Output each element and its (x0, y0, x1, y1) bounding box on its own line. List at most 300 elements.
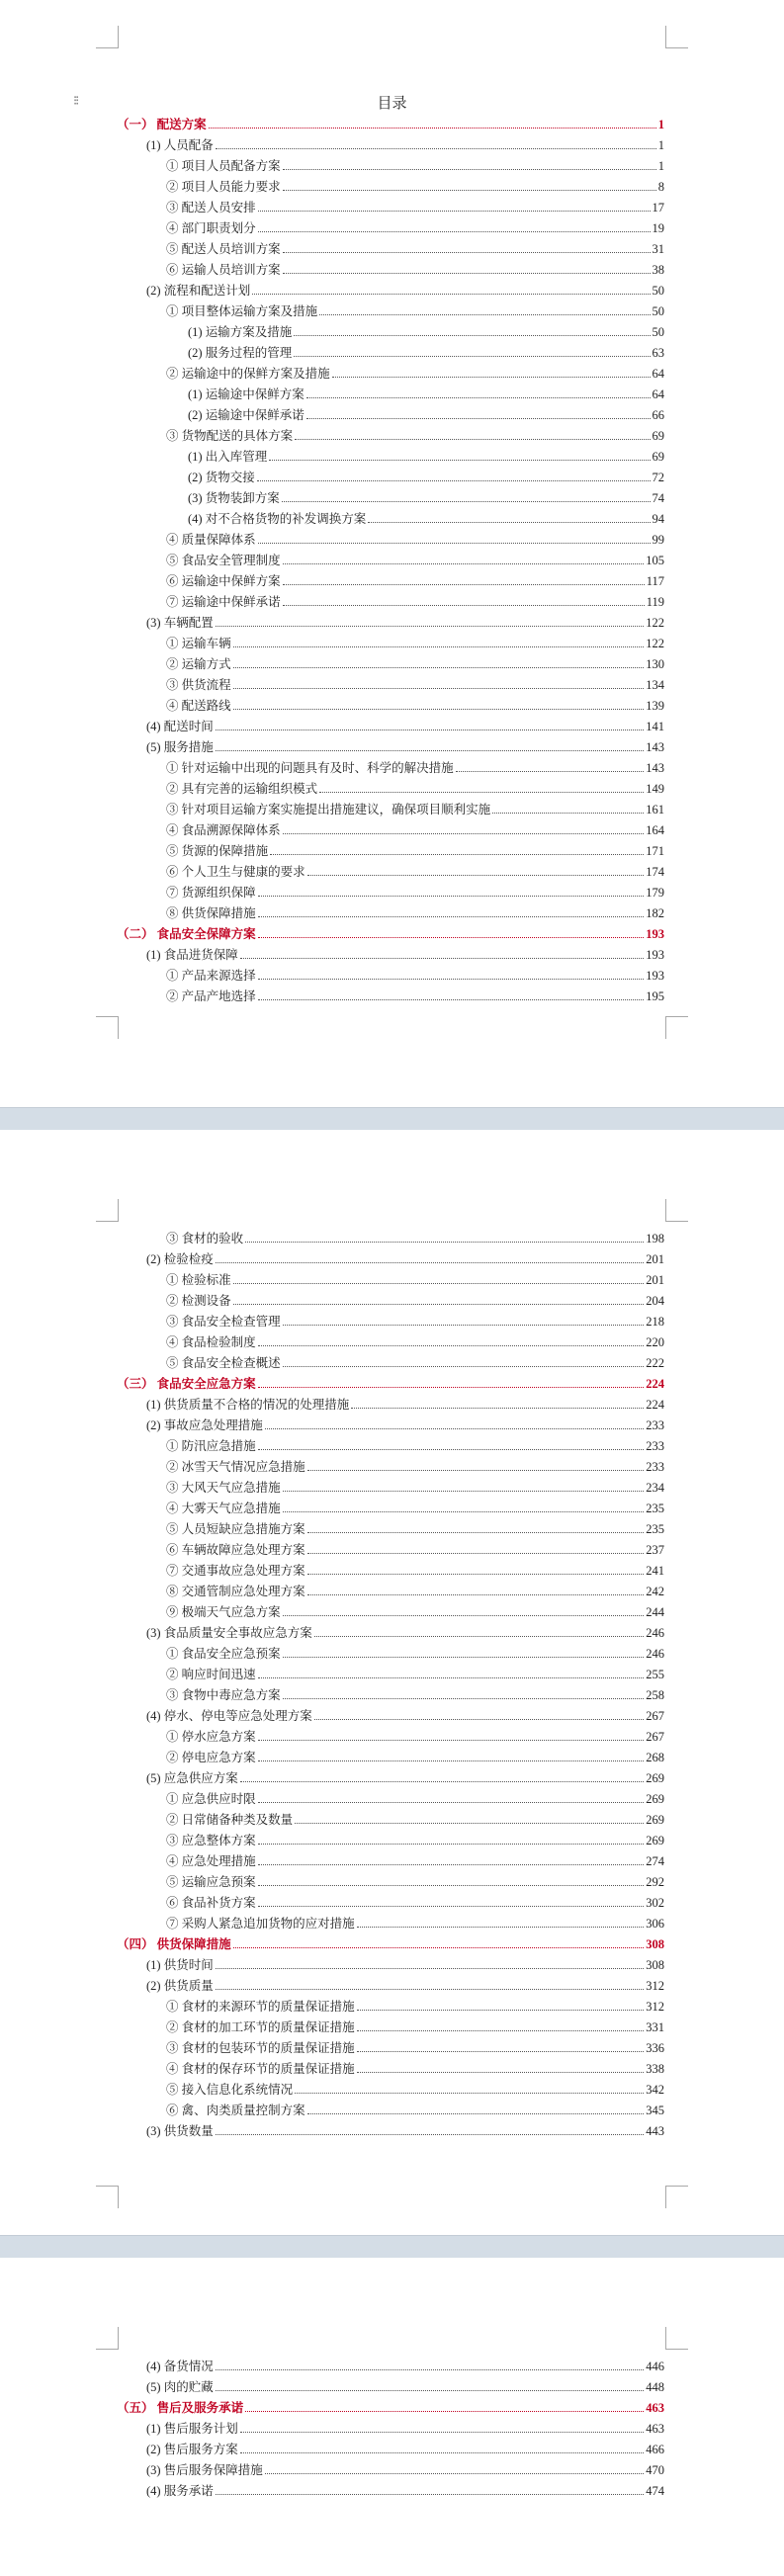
toc-dot-leader (319, 314, 650, 315)
toc-entry[interactable] (166, 1496, 664, 1516)
toc-page-number: 218 (646, 1315, 664, 1329)
toc-entry[interactable] (146, 1392, 664, 1413)
toc-page-number: 119 (646, 595, 664, 609)
toc-entry-text: ④ 大雾天气应急措施 (166, 1502, 281, 1515)
toc-entry[interactable] (166, 299, 664, 319)
toc-page-number: 233 (646, 1418, 664, 1432)
toc-dot-leader (216, 1968, 645, 1969)
toc-dot-leader (233, 709, 645, 710)
toc-entry-text: (2) 供货质量 (146, 1979, 214, 1993)
toc-entry[interactable] (188, 382, 664, 402)
toc-dot-leader (295, 2093, 644, 2094)
toc-entry[interactable] (166, 1454, 664, 1475)
toc-page-number: 338 (646, 2062, 664, 2076)
toc-entry[interactable] (146, 2437, 664, 2457)
toc-page-number: 1 (657, 138, 664, 152)
toc-dot-leader (257, 480, 651, 481)
toc-entry[interactable] (146, 714, 664, 734)
toc-entry[interactable] (166, 2035, 664, 2056)
toc-dot-leader (283, 190, 656, 191)
toc-entry[interactable] (146, 1620, 664, 1641)
toc-entry-text: (2) 服务过程的管理 (188, 346, 293, 360)
toc-dot-leader (307, 875, 645, 876)
toc-dot-leader (240, 1781, 645, 1782)
toc-entry[interactable] (188, 465, 664, 485)
toc-dot-leader (357, 2072, 645, 2073)
toc-entry-text: (2) 检验检疫 (146, 1252, 214, 1266)
toc-entry-text: ① 针对运输中出现的问题具有及时、科学的解决措施 (166, 761, 454, 775)
toc-dot-leader (319, 792, 644, 793)
toc-page-number: 130 (646, 657, 664, 671)
toc-entry[interactable] (146, 1765, 664, 1786)
toc-page-number: 244 (646, 1605, 664, 1619)
toc-entry[interactable] (166, 589, 664, 610)
toc-dot-leader (283, 563, 645, 564)
toc-entry[interactable] (146, 2354, 664, 2374)
toc-entry-text: ③ 食物中毒应急方案 (166, 1688, 281, 1702)
toc-entry[interactable] (166, 236, 664, 257)
toc-page-number: 174 (646, 865, 664, 879)
toc-dot-leader (258, 1802, 645, 1803)
toc-dot-leader (233, 667, 645, 668)
margin-corner-mark (96, 2327, 119, 2350)
toc-page-number: 241 (646, 1564, 664, 1578)
toc-dot-leader (258, 1844, 645, 1845)
toc-page-number: 246 (646, 1626, 664, 1640)
toc-entry[interactable] (188, 319, 664, 340)
toc-entry-text: ⑥ 禽、肉类质量控制方案 (166, 2104, 305, 2117)
page-separator (0, 2235, 784, 2259)
toc-entry-text: ⑥ 运输人员培训方案 (166, 263, 281, 277)
toc-dot-leader (265, 2473, 645, 2474)
toc-dot-leader (283, 833, 645, 834)
margin-corner-mark (96, 1199, 119, 1222)
toc-dot-leader (357, 1927, 645, 1928)
toc-dot-leader (307, 1470, 645, 1471)
toc-entry[interactable] (146, 1703, 664, 1724)
toc-entry[interactable] (166, 1662, 664, 1682)
toc-entry-text: ⑦ 交通事故应急处理方案 (166, 1564, 305, 1578)
toc-dot-leader (307, 1553, 645, 1554)
toc-entry[interactable] (166, 1433, 664, 1454)
toc-entry[interactable] (188, 444, 664, 465)
toc-entry[interactable] (166, 797, 664, 817)
toc-entry-text: ④ 配送路线 (166, 699, 231, 713)
toc-entry[interactable] (166, 1350, 664, 1371)
toc-entry[interactable] (166, 755, 664, 776)
toc-entry[interactable] (166, 1579, 664, 1599)
toc-entry-text: ② 具有完善的运输组织模式 (166, 782, 318, 796)
toc-page-number: 8 (657, 180, 664, 194)
toc-entry-text: (2) 事故应急处理措施 (146, 1418, 263, 1432)
toc-page-number: 164 (646, 823, 664, 837)
toc-dot-leader (216, 626, 645, 627)
toc-entry[interactable] (166, 1890, 664, 1911)
toc-page-number: 306 (646, 1917, 664, 1931)
toc-entry-text: （五） 售后及服务承诺 (117, 2401, 244, 2415)
margin-corner-mark (96, 2186, 119, 2208)
toc-entry[interactable] (166, 548, 664, 568)
toc-dot-leader (258, 1760, 645, 1761)
toc-page-number: 331 (646, 2020, 664, 2034)
toc-page-number: 198 (646, 1232, 664, 1245)
toc-entry[interactable] (166, 2098, 664, 2118)
toc-page-number: 161 (646, 803, 664, 816)
toc-entry[interactable] (166, 776, 664, 797)
toc-dot-leader (332, 377, 651, 378)
toc-heading-entry[interactable] (117, 112, 664, 132)
toc-entry[interactable] (166, 1682, 664, 1703)
toc-entry[interactable] (166, 1848, 664, 1869)
toc-entry[interactable] (166, 568, 664, 589)
toc-entry-text: ① 检验标准 (166, 1273, 231, 1287)
toc-page-number: 149 (646, 782, 664, 796)
page-separator (0, 1107, 784, 1131)
toc-page-number: 224 (646, 1377, 664, 1391)
toc-dot-leader (258, 211, 651, 212)
toc-entry-text: (1) 运输方案及措施 (188, 325, 293, 339)
toc-entry[interactable] (166, 1537, 664, 1558)
toc-dot-leader (258, 1740, 645, 1741)
toc-page-number: 141 (646, 720, 664, 733)
toc-entry-text: ① 项目人员配备方案 (166, 159, 281, 173)
toc-page-number: 139 (646, 699, 664, 713)
toc-page-number: 443 (646, 2124, 664, 2138)
toc-page-number: 233 (646, 1439, 664, 1453)
toc-entry[interactable] (166, 984, 664, 1004)
toc-entry-text: ⑦ 货源组织保障 (166, 886, 256, 900)
toc-page-number: 268 (646, 1751, 664, 1764)
toc-entry-text: (3) 车辆配置 (146, 616, 214, 630)
toc-dot-leader (357, 2051, 645, 2052)
toc-dot-leader (240, 2432, 645, 2433)
toc-entry[interactable] (166, 651, 664, 672)
margin-corner-mark (96, 26, 119, 48)
toc-entry-text: ⑤ 接入信息化系统情况 (166, 2083, 294, 2097)
toc-page-number: 267 (646, 1730, 664, 1744)
toc-page-number: 233 (646, 1460, 664, 1474)
toc-dot-leader (294, 356, 650, 357)
toc-entry[interactable] (166, 195, 664, 215)
toc-entry-text: ③ 食材的包装环节的质量保证措施 (166, 2041, 355, 2055)
toc-entry-text: ① 项目整体运输方案及措施 (166, 304, 318, 318)
toc-entry[interactable] (188, 485, 664, 506)
toc-entry[interactable] (146, 2457, 664, 2478)
toc-page-number: 122 (646, 637, 664, 650)
toc-entry-text: ⑥ 个人卫生与健康的要求 (166, 865, 305, 879)
toc-entry[interactable] (166, 2077, 664, 2098)
toc-page-number: 179 (646, 886, 664, 900)
toc-entry-text: ② 停电应急方案 (166, 1751, 256, 1764)
toc-entry[interactable] (166, 153, 664, 174)
toc-dot-leader (283, 1366, 645, 1367)
toc-dot-leader (252, 294, 650, 295)
toc-page-number: 269 (646, 1771, 664, 1785)
toc-page-number: 64 (652, 387, 664, 401)
toc-dot-leader (283, 169, 656, 170)
toc-page-number: 470 (646, 2463, 664, 2477)
toc-dot-leader (357, 2030, 645, 2031)
toc-dot-leader (283, 1698, 645, 1699)
toc-entry-text: (3) 食品质量安全事故应急方案 (146, 1626, 312, 1640)
toc-entry[interactable] (166, 257, 664, 278)
document-page-3 (0, 2258, 784, 2576)
toc-entry-text: ③ 针对项目运输方案实施提出措施建议，确保项目顺利实施 (166, 803, 491, 816)
toc-page-number: 222 (646, 1356, 664, 1370)
toc-dot-leader (233, 1283, 645, 1284)
toc-page-number: 38 (652, 263, 664, 277)
toc-dot-leader (283, 252, 651, 253)
toc-page-number: 94 (652, 512, 664, 526)
toc-entry-text: ② 响应时间迅速 (166, 1668, 256, 1681)
toc-heading-entry[interactable] (117, 2395, 664, 2416)
toc-entry[interactable] (166, 859, 664, 880)
toc-page-number: 466 (646, 2443, 664, 2456)
toc-entry-text: ③ 供货流程 (166, 678, 231, 692)
toc-page-number: 69 (652, 429, 664, 443)
toc-dot-leader (307, 2113, 645, 2114)
toc-entry[interactable] (166, 1641, 664, 1662)
toc-entry-text: ⑦ 采购人紧急追加货物的应对措施 (166, 1917, 355, 1931)
toc-entry-text: (1) 供货时间 (146, 1958, 214, 1972)
toc-page-number: 269 (646, 1813, 664, 1827)
toc-dot-leader (368, 522, 650, 523)
toc-entry[interactable] (166, 1745, 664, 1765)
toc-dot-leader (258, 1906, 645, 1907)
toc-entry[interactable] (166, 901, 664, 921)
toc-entry-text: (2) 运输途中保鲜承诺 (188, 408, 305, 422)
toc-page-number: 237 (646, 1543, 664, 1557)
toc-entry-text: (1) 运输途中保鲜方案 (188, 387, 305, 401)
toc-page-number: 69 (652, 450, 664, 464)
toc-entry-text: ① 停水应急方案 (166, 1730, 256, 1744)
toc-page-number: 105 (646, 554, 664, 567)
toc-dot-leader (240, 958, 645, 959)
toc-dot-leader (295, 439, 650, 440)
toc-heading-entry[interactable] (117, 1932, 664, 1952)
toc-page-number: 74 (652, 491, 664, 505)
toc-entry[interactable] (166, 1226, 664, 1246)
toc-entry[interactable] (146, 734, 664, 755)
toc-dot-leader (233, 1947, 645, 1948)
toc-entry-text: ⑦ 运输途中保鲜承诺 (166, 595, 281, 609)
toc-entry[interactable] (166, 1309, 664, 1330)
toc-entry[interactable] (146, 278, 664, 299)
toc-page-number: 312 (646, 2000, 664, 2014)
toc-page-number: 234 (646, 1481, 664, 1495)
toc-entry-text: ⑤ 人员短缺应急措施方案 (166, 1522, 305, 1536)
toc-entry[interactable] (166, 1599, 664, 1620)
toc-entry[interactable] (146, 132, 664, 153)
toc-page-number: 64 (652, 367, 664, 381)
toc-entry-text: (4) 服务承诺 (146, 2484, 214, 2498)
toc-entry[interactable] (166, 963, 664, 984)
toc-entry-text: ① 食品安全应急预案 (166, 1647, 281, 1661)
toc-page-number: 50 (652, 325, 664, 339)
toc-dot-leader (307, 1574, 645, 1575)
toc-entry-text: ④ 食品溯源保障体系 (166, 823, 281, 837)
toc-dot-leader (216, 2134, 645, 2135)
toc-entry-text: ⑨ 极端天气应急方案 (166, 1605, 281, 1619)
toc-page-number: 117 (646, 574, 664, 588)
toc-entry[interactable] (146, 1246, 664, 1267)
toc-page-number: 246 (646, 1647, 664, 1661)
toc-entry[interactable] (188, 506, 664, 527)
toc-entry-text: ① 应急供应时限 (166, 1792, 256, 1806)
toc-page-number: 220 (646, 1335, 664, 1349)
toc-entry[interactable] (166, 1869, 664, 1890)
toc-entry[interactable] (188, 340, 664, 361)
toc-page-number: 99 (652, 533, 664, 547)
toc-entry-text: (5) 肉的贮藏 (146, 2380, 214, 2394)
toc-entry[interactable] (146, 1413, 664, 1433)
toc-page-number: 269 (646, 1834, 664, 1847)
toc-entry[interactable] (166, 672, 664, 693)
toc-dot-leader (307, 1532, 645, 1533)
toc-entry-text: (1) 食品进货保障 (146, 948, 238, 962)
toc-entry-text: ⑥ 食品补货方案 (166, 1896, 256, 1910)
toc-title: 目录 (377, 96, 407, 112)
move-handle-icon[interactable]: ⁝⁝ (73, 94, 78, 109)
toc-dot-leader (245, 1242, 644, 1243)
toc-entry-text: （三） 食品安全应急方案 (117, 1377, 256, 1391)
toc-entry[interactable] (146, 942, 664, 963)
toc-heading-entry[interactable] (117, 921, 664, 942)
toc-entry-text: ③ 配送人员安排 (166, 201, 256, 215)
toc-entry-text: ⑥ 车辆故障应急处理方案 (166, 1543, 305, 1557)
toc-entry-text: (1) 人员配备 (146, 138, 214, 152)
toc-entry-text: (5) 服务措施 (146, 740, 214, 754)
toc-entry[interactable] (166, 631, 664, 651)
toc-entry[interactable] (166, 1724, 664, 1745)
margin-corner-mark (665, 1016, 688, 1039)
toc-entry[interactable] (166, 817, 664, 838)
toc-page-number: 171 (646, 844, 664, 858)
toc-entry[interactable] (166, 1786, 664, 1807)
toc-entry[interactable] (166, 1288, 664, 1309)
toc-entry[interactable] (166, 1994, 664, 2015)
toc-entry[interactable] (146, 2118, 664, 2139)
toc-entry[interactable] (146, 2416, 664, 2437)
toc-entry[interactable] (166, 693, 664, 714)
toc-dot-leader (269, 460, 650, 461)
toc-entry[interactable] (146, 2374, 664, 2395)
toc-page-number: 224 (646, 1398, 664, 1412)
toc-entry[interactable] (146, 610, 664, 631)
toc-dot-leader (258, 979, 645, 980)
toc-page-number: 1 (657, 159, 664, 173)
toc-entry-text: ② 冰雪天气情况应急措施 (166, 1460, 305, 1474)
toc-entry-text: (4) 备货情况 (146, 2360, 214, 2373)
toc-dot-leader (283, 584, 645, 585)
toc-entry[interactable] (166, 1330, 664, 1350)
toc-dot-leader (294, 335, 650, 336)
toc-entry-text: ⑤ 运输应急预案 (166, 1875, 256, 1889)
toc-page-number: 342 (646, 2083, 664, 2097)
toc-entry-text: ① 运输车辆 (166, 637, 231, 650)
toc-entry-text: ⑥ 运输途中保鲜方案 (166, 574, 281, 588)
toc-entry-text: (1) 供货质量不合格的情况的处理措施 (146, 1398, 350, 1412)
toc-page-number: 182 (646, 906, 664, 920)
toc-entry[interactable] (166, 880, 664, 901)
toc-page-number: 122 (646, 616, 664, 630)
margin-corner-mark (96, 1016, 119, 1039)
toc-dot-leader (258, 916, 645, 917)
toc-page-number: 31 (652, 242, 664, 256)
toc-dot-leader (283, 605, 645, 606)
toc-entry[interactable] (166, 1828, 664, 1848)
toc-entry-text: ① 防汛应急措施 (166, 1439, 256, 1453)
toc-entry-text: （一） 配送方案 (117, 118, 207, 131)
toc-page-number: 258 (646, 1688, 664, 1702)
toc-entry[interactable] (166, 423, 664, 444)
margin-corner-mark (665, 2186, 688, 2208)
toc-page-number: 143 (646, 740, 664, 754)
toc-dot-leader (456, 771, 645, 772)
toc-entry[interactable] (166, 215, 664, 236)
toc-page-number: 201 (646, 1252, 664, 1266)
toc-entry[interactable] (166, 174, 664, 195)
toc-entry-text: ④ 质量保障体系 (166, 533, 256, 547)
toc-entry[interactable] (166, 1516, 664, 1537)
toc-dot-leader (258, 1449, 645, 1450)
toc-entry-text: ② 产品产地选择 (166, 989, 256, 1003)
toc-dot-leader (216, 750, 645, 751)
toc-page-number: 66 (652, 408, 664, 422)
toc-entry-text: ① 产品来源选择 (166, 969, 256, 983)
toc-entry[interactable] (166, 838, 664, 859)
toc-page-number: 267 (646, 1709, 664, 1723)
toc-entry[interactable] (166, 1807, 664, 1828)
toc-dot-leader (216, 1989, 645, 1990)
toc-entry-text: ③ 大风天气应急措施 (166, 1481, 281, 1495)
toc-heading-entry[interactable] (117, 1371, 664, 1392)
toc-entry[interactable] (166, 361, 664, 382)
toc-entry-text: ② 运输途中的保鲜方案及措施 (166, 367, 330, 381)
toc-page-number: 269 (646, 1792, 664, 1806)
toc-page-number: 463 (646, 2422, 664, 2436)
toc-entry[interactable] (166, 1475, 664, 1496)
document-page-2 (0, 1130, 784, 2235)
toc-entry[interactable] (146, 1952, 664, 1973)
toc-page-number: 1 (657, 118, 664, 131)
toc-entry[interactable] (166, 1267, 664, 1288)
toc-dot-leader (307, 1594, 645, 1595)
toc-entry[interactable] (146, 2478, 664, 2499)
toc-entry[interactable] (166, 1558, 664, 1579)
toc-page-number: 193 (646, 969, 664, 983)
toc-entry-text: ⑤ 配送人员培训方案 (166, 242, 281, 256)
toc-page-number: 474 (646, 2484, 664, 2498)
toc-entry[interactable] (166, 2056, 664, 2077)
toc-page-number: 242 (646, 1585, 664, 1598)
toc-dot-leader (233, 646, 645, 647)
toc-entry-text: ④ 应急处理措施 (166, 1854, 256, 1868)
toc-dot-leader (216, 148, 656, 149)
toc-entry[interactable] (166, 527, 664, 548)
toc-entry[interactable] (146, 1973, 664, 1994)
toc-dot-leader (258, 1387, 645, 1388)
toc-dot-leader (258, 1864, 645, 1865)
toc-dot-leader (216, 2494, 645, 2495)
toc-page-number: 345 (646, 2104, 664, 2117)
toc-dot-leader (258, 231, 651, 232)
toc-entry[interactable] (166, 1911, 664, 1932)
toc-entry-text: ④ 食品检验制度 (166, 1335, 256, 1349)
toc-entry-text: （二） 食品安全保障方案 (117, 927, 256, 941)
toc-entry[interactable] (188, 402, 664, 423)
toc-entry[interactable] (166, 2015, 664, 2035)
